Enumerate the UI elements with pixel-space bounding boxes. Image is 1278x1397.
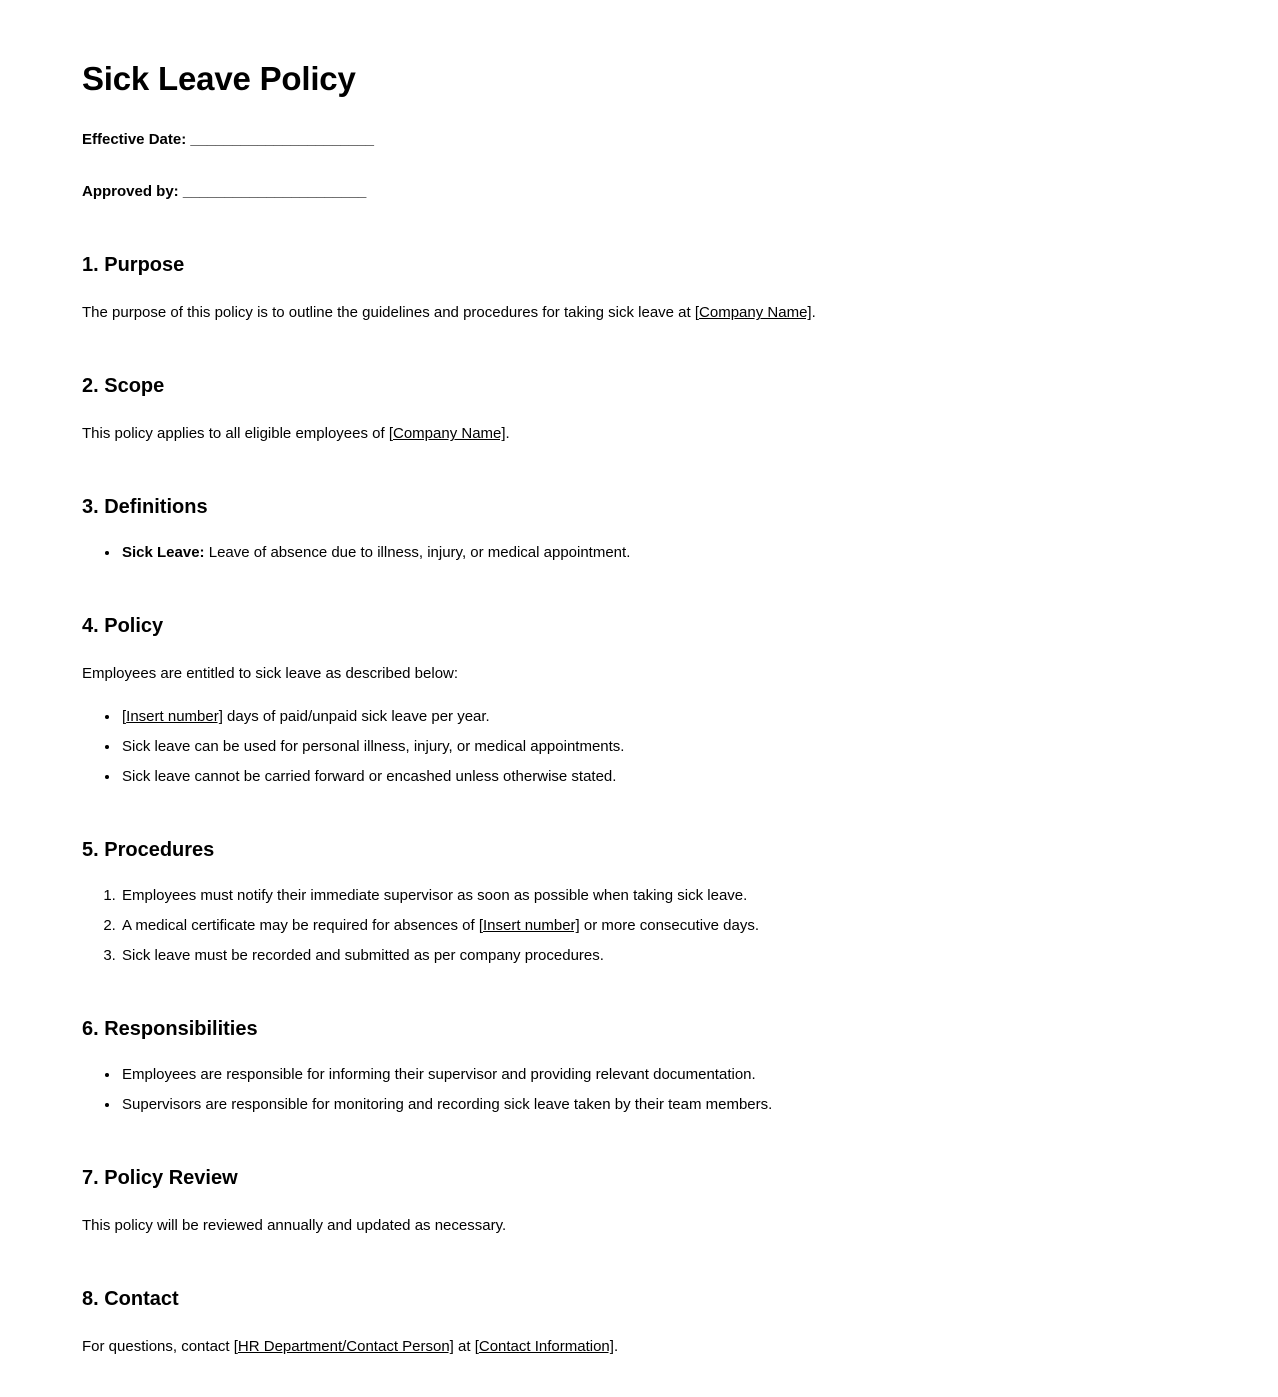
procedure-text-before: Employees must notify their immediate supervisor as soon as possible when taking sick leave. [122,887,748,905]
section-heading-policy-review: 7. Policy Review [82,1167,238,1190]
definition-text: Leave of absence due to illness, injury, or medical appointment. [204,544,631,562]
list-item [120,736,1196,757]
policy-item-text-after: days of paid/unpaid sick leave per year. [222,708,490,726]
contact-paragraph [82,1336,1196,1357]
section-heading-contact: 8. Contact [82,1288,179,1311]
section-heading-scope: 2. Scope [82,375,165,398]
placeholder-company-name[interactable]: Company Name] [699,304,812,322]
list-item [120,766,1196,787]
list-item [120,915,1196,936]
contact-text-part1: For questions, contact [ [82,1338,238,1356]
placeholder-company-name[interactable]: Company Name] [393,425,506,443]
placeholder-insert-number[interactable]: Insert number] [483,917,580,935]
scope-paragraph [82,423,1196,444]
scope-text-after: . [505,425,510,443]
approved-by-field [82,182,1196,202]
policy-intro: Employees are entitled to sick leave as described below: [82,665,459,683]
section-heading-procedures: 5. Procedures [82,839,215,862]
approved-by-blank[interactable]: ______________________ [182,183,367,201]
policy-review-paragraph: This policy will be reviewed annually and updated as necessary. [82,1217,507,1235]
scope-text-before: This policy applies to all eligible employees of [ [82,425,393,443]
list-item [120,885,1196,906]
list-item [120,542,1196,563]
list-item: • Employees are responsible for informing their supervisor and providing relevant documentation. [120,1064,1196,1085]
procedure-text-before: A medical certificate may be required for absences of [ [122,917,484,935]
section-heading-policy: 4. Policy [82,615,164,638]
contact-text-part3: . [613,1338,619,1356]
procedures-list [82,885,1196,966]
placeholder-contact-information[interactable]: Contact Information] [478,1338,614,1356]
purpose-paragraph [82,302,1196,323]
procedure-text-after: or more consecutive days. [579,917,759,935]
policy-list [82,706,1196,787]
list-item: • Supervisors are responsible for monitoring and recording sick leave taken by their team members. [120,1094,1196,1115]
section-heading-purpose: 1. Purpose [82,254,185,277]
effective-date-label: Effective Date: [82,130,187,148]
procedure-text-before: Sick leave must be recorded and submitted as per company procedures. [122,947,604,965]
policy-item-text-before: [ [122,708,127,726]
list-item [120,706,1196,727]
purpose-text-after: . [811,304,816,322]
section-heading-responsibilities: 6. Responsibilities [82,1018,258,1041]
approved-by-label: Approved by: [82,183,179,201]
page-title: Sick Leave Policy [82,60,356,97]
policy-item-text-before: Sick leave cannot be carried forward or encashed unless otherwise stated. [122,768,617,786]
section-heading-definitions: 3. Definitions [82,496,208,519]
definition-term: Sick Leave: [122,544,205,562]
responsibilities-list [82,1064,1196,1115]
list-item [120,945,1196,966]
placeholder-insert-number[interactable]: Insert number] [126,708,223,726]
contact-text-part2: at [ [453,1338,479,1356]
policy-item-text-before: Sick leave can be used for personal illness, injury, or medical appointments. [122,738,625,756]
effective-date-blank[interactable]: ______________________ [190,130,374,148]
definitions-list [82,542,1196,563]
effective-date-field [82,130,1196,150]
placeholder-hr-department[interactable]: HR Department/Contact Person] [237,1338,454,1356]
purpose-text-before: The purpose of this policy is to outline the guidelines and procedures for taking sick leave at [ [82,304,700,322]
